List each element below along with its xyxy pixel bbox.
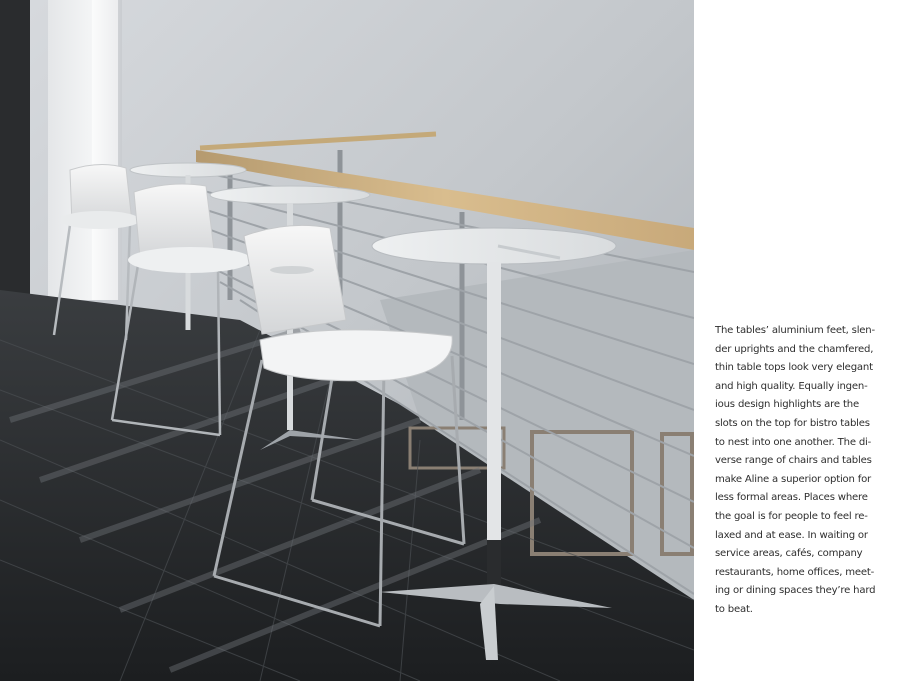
text-line: less formal areas. Places where <box>715 492 868 504</box>
text-line: ious design highlights are the <box>715 399 859 411</box>
text-line: and high quality. Equally ingen- <box>715 380 868 392</box>
text-line: restaurants, home offices, meet- <box>715 566 875 578</box>
text-line: the goal is for people to feel re- <box>715 510 868 522</box>
text-line: make Aline a superior option for <box>715 473 872 485</box>
description-paragraph <box>715 322 876 620</box>
text-line: verse range of chairs and tables <box>715 455 872 467</box>
text-line: thin table tops look very elegant <box>715 362 873 374</box>
text-line: service areas, cafés, company <box>715 548 863 560</box>
text-line: ing or dining spaces they’re hard <box>715 585 876 597</box>
text-line: der uprights and the chamfered, <box>715 343 874 355</box>
text-line: laxed and at ease. In waiting or <box>715 529 868 541</box>
text-line: to beat. <box>715 603 753 615</box>
text-line: The tables’ aluminium feet, slen- <box>715 325 875 336</box>
text-line: slots on the top for bistro tables <box>715 417 870 429</box>
text-line: to nest into one another. The di- <box>715 436 872 448</box>
